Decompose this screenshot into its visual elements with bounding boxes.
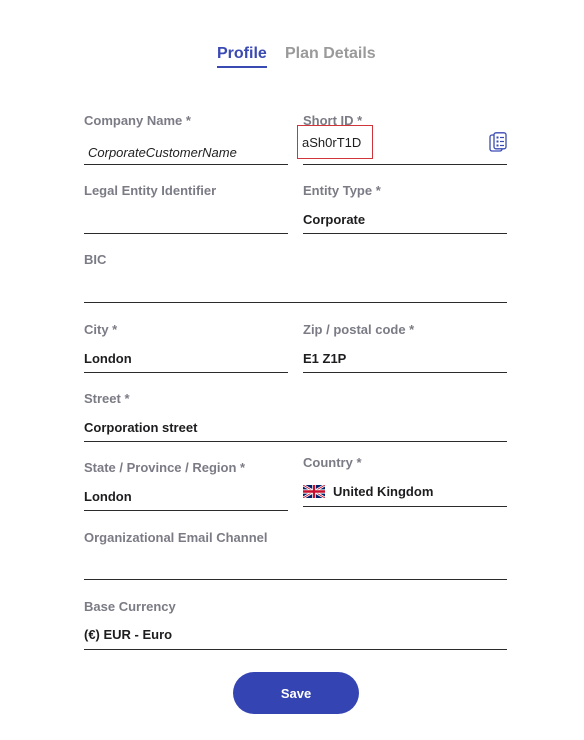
lei-label: Legal Entity Identifier [84, 183, 217, 198]
country-label: Country * [303, 455, 362, 470]
company-name-label: Company Name * [84, 113, 191, 128]
zip-input[interactable]: E1 Z1P [303, 351, 347, 366]
entity-type-field[interactable] [303, 182, 507, 236]
tab-active-underline [217, 66, 267, 68]
zip-field[interactable] [303, 321, 507, 375]
company-name-input[interactable]: CorporateCustomerName [88, 145, 237, 160]
country-underline [303, 506, 507, 507]
tab-profile[interactable] [217, 44, 267, 64]
currency-select[interactable]: (€) EUR - Euro [84, 627, 173, 642]
city-input[interactable]: London [84, 351, 132, 366]
country-select[interactable]: United Kingdom [333, 484, 434, 499]
street-underline [84, 441, 507, 442]
zip-underline [303, 372, 507, 373]
street-field[interactable] [84, 390, 507, 444]
company-name-underline [84, 164, 288, 165]
short-id-input[interactable]: aSh0rT1D [302, 135, 362, 150]
bic-field[interactable] [84, 251, 507, 305]
entity-type-underline [303, 233, 507, 234]
currency-field[interactable] [84, 598, 507, 652]
short-id-field[interactable] [303, 112, 507, 166]
street-input[interactable]: Corporation street [84, 420, 198, 435]
short-id-underline [303, 164, 507, 165]
email-channel-underline [84, 579, 507, 580]
zip-label: Zip / postal code * [303, 322, 415, 337]
city-field[interactable] [84, 321, 288, 375]
state-input[interactable]: London [84, 489, 132, 504]
bic-label: BIC [84, 252, 107, 267]
lei-underline [84, 233, 288, 234]
state-field[interactable] [84, 459, 288, 513]
currency-label: Base Currency [84, 599, 176, 614]
tab-plan-details[interactable] [285, 44, 376, 64]
uk-flag-icon [303, 485, 325, 498]
email-channel-field[interactable] [84, 529, 507, 583]
short-id-label: Short ID * [303, 113, 363, 128]
entity-type-label: Entity Type * [303, 183, 381, 198]
currency-underline [84, 649, 507, 650]
entity-type-select[interactable]: Corporate [303, 212, 366, 227]
state-label: State / Province / Region * [84, 460, 246, 475]
city-label: City * [84, 322, 118, 337]
company-name-field[interactable] [84, 112, 288, 166]
street-label: Street * [84, 391, 130, 406]
copy-id-icon[interactable] [489, 132, 507, 152]
email-channel-label: Organizational Email Channel [84, 530, 268, 545]
save-button[interactable]: Save [233, 672, 359, 714]
city-underline [84, 372, 288, 373]
tab-bar [0, 44, 584, 74]
state-underline [84, 510, 288, 511]
bic-underline [84, 302, 507, 303]
tab-profile-label: Profile [217, 45, 267, 62]
tab-plan-details-label: Plan Details [285, 45, 376, 62]
country-field[interactable] [303, 454, 507, 508]
lei-field[interactable] [84, 182, 288, 236]
short-id-highlight [297, 125, 373, 159]
